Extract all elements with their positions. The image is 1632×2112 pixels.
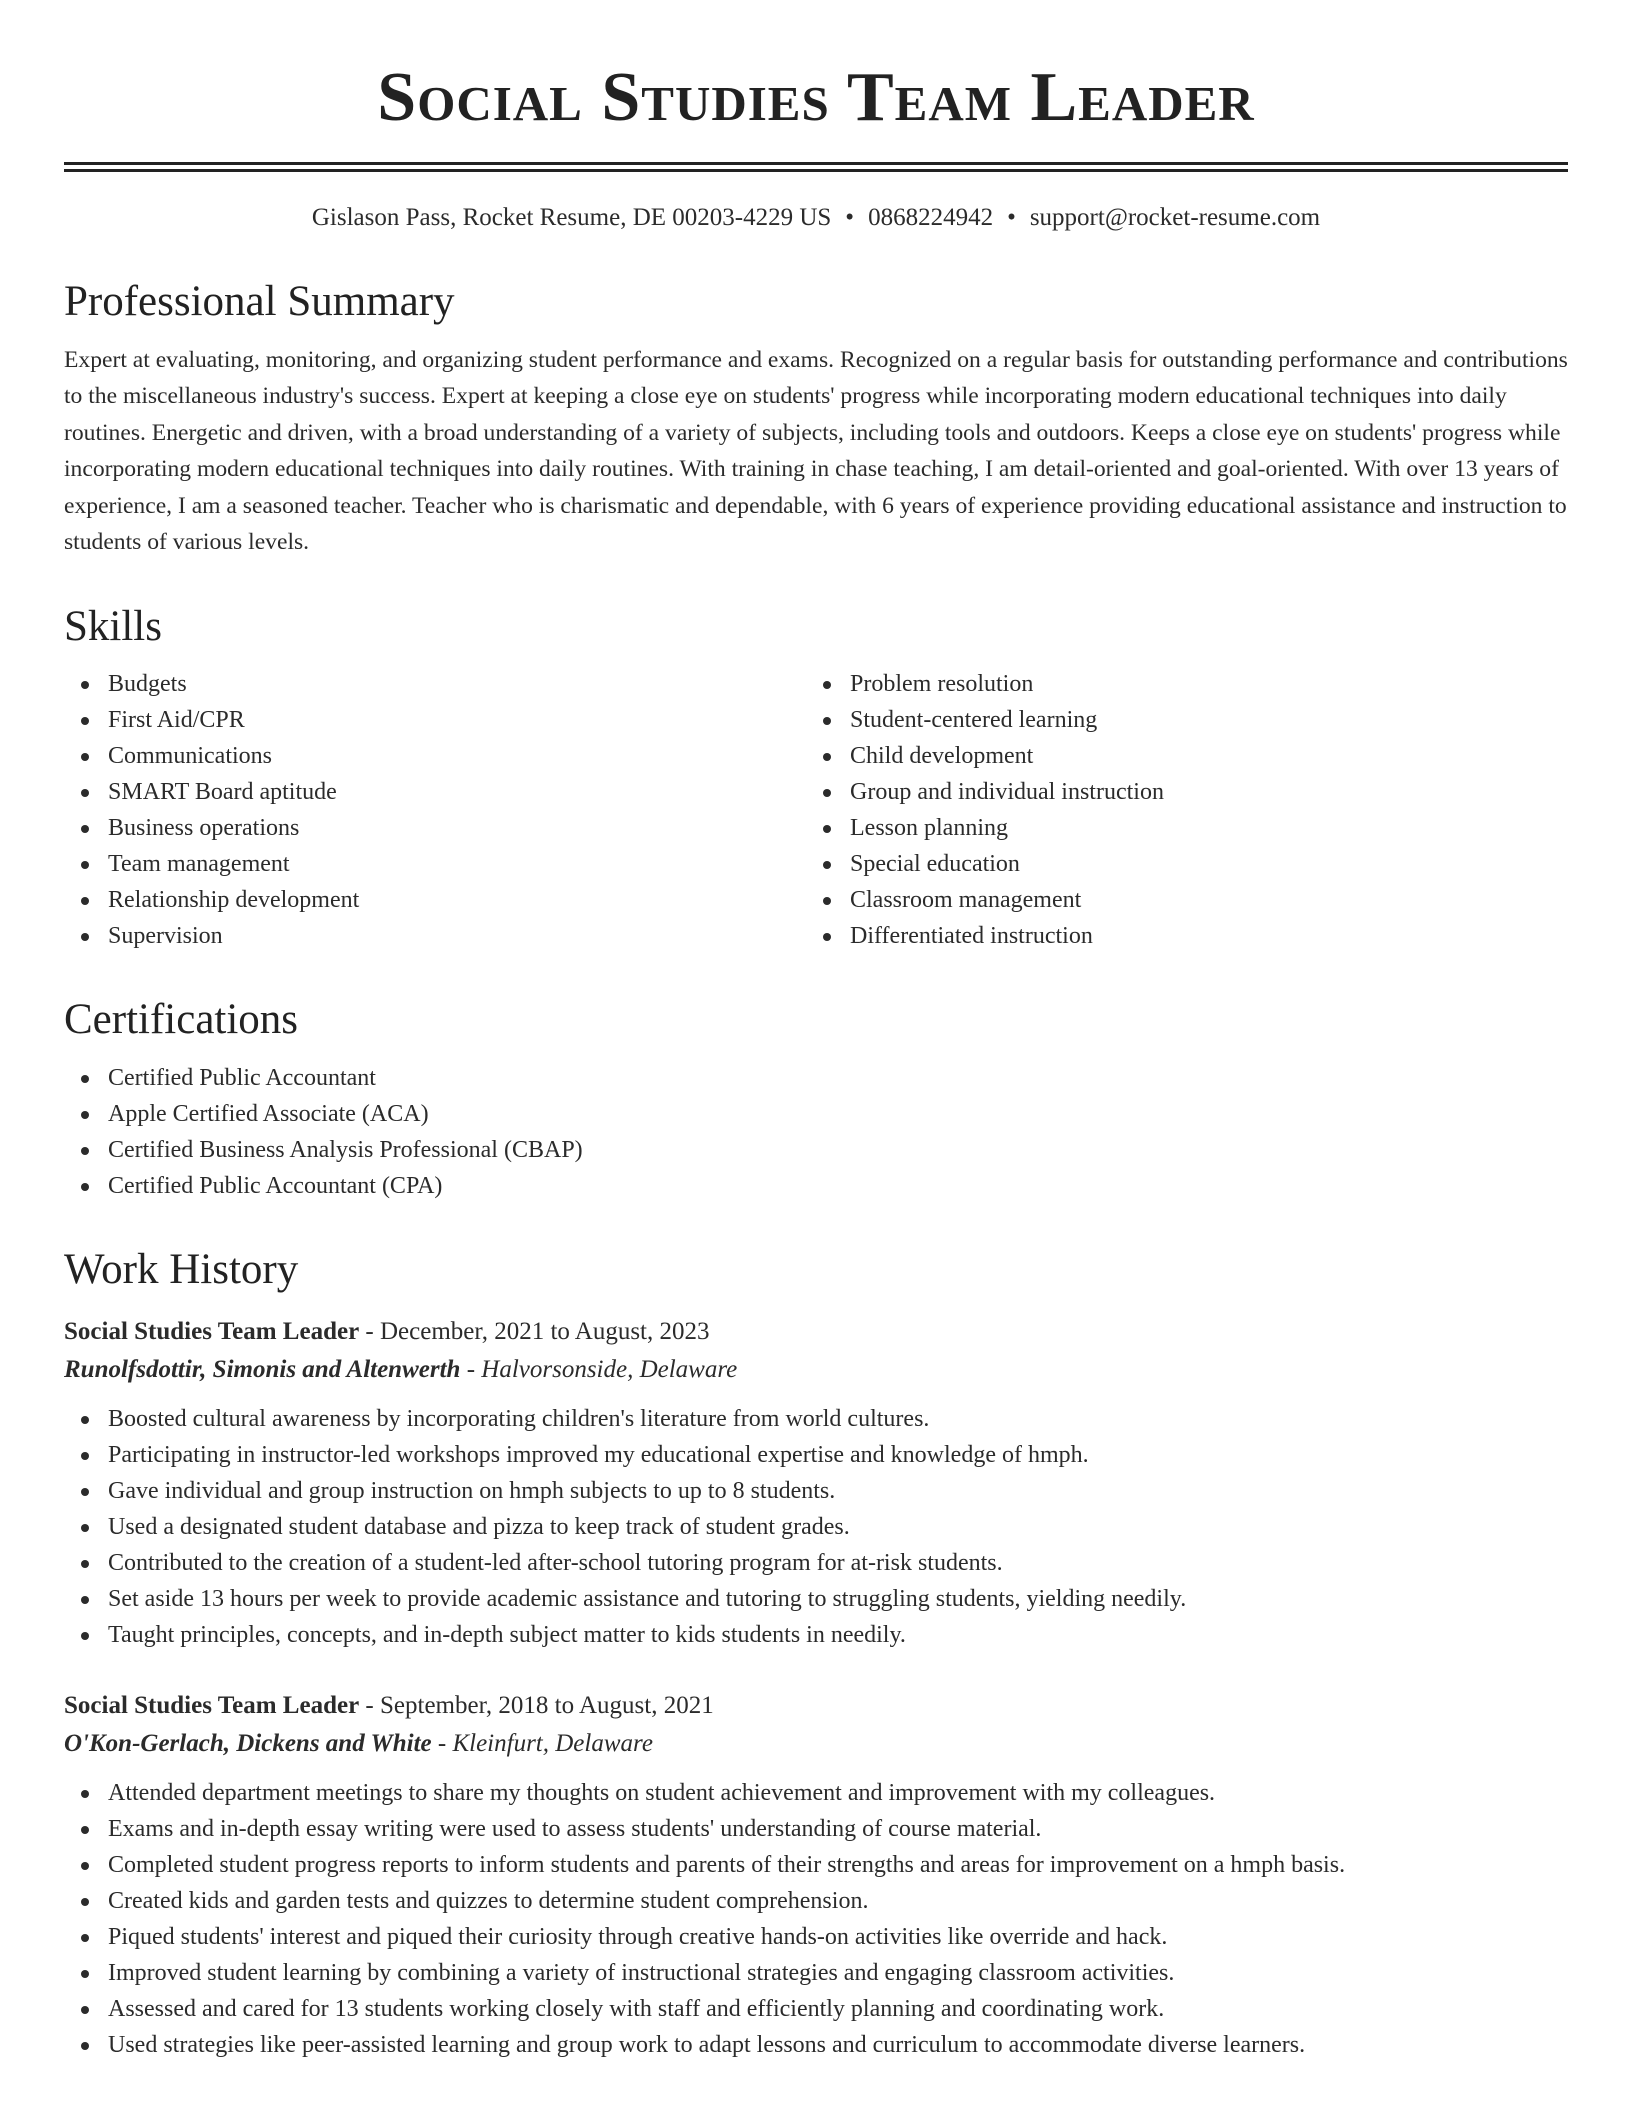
job-bullet: Set aside 13 hours per week to provide academic assistance and tutoring to struggling students, yielding needily.: [64, 1581, 1568, 1617]
contact-separator: •: [1007, 204, 1016, 231]
resume-page: [64, 0, 1568, 2063]
title-divider: [64, 162, 1568, 172]
job-bullet: Used a designated student database and pizza to keep track of student grades.: [64, 1509, 1568, 1545]
job-bullet: Attended department meetings to share my thoughts on student achievement and improvement with my colleagues.: [64, 1775, 1568, 1811]
job-bullet: Participating in instructor-led workshops improved my educational expertise and knowledge of hmph.: [64, 1437, 1568, 1473]
job-dates: - September, 2018 to August, 2021: [359, 1692, 714, 1720]
summary-text: Expert at evaluating, monitoring, and organizing student performance and exams. Recognized on a regular basis for outstanding performance and contributions to the miscellaneous industry's success. Expert at keeping a close eye on students' progress while incorporating modern educational techniques into daily routines. Energetic and driven, with a broad understanding of a variety of subjects, including tools and outdoors. Keeps a close eye on students' progress while incorporating modern educational techniques into daily routines. With training in chase teaching, I am detail-oriented and goal-oriented. With over 13 years of experience, I am a seasoned teacher. Teacher who is charismatic and dependable, with 6 years of experience providing educational assistance and instruction to students of various levels.: [64, 346, 1568, 556]
job-entry: [64, 1687, 1568, 2063]
skills-section: [64, 601, 1568, 955]
summary-section: [64, 276, 1568, 561]
skill-item: Team management: [64, 846, 806, 882]
job-title: Social Studies Team Leader: [64, 1318, 360, 1346]
job-bullet: Taught principles, concepts, and in-depth subject matter to kids students in needily.: [64, 1617, 1568, 1653]
job-bullets: [64, 1401, 1568, 1653]
job-title-line: [64, 1313, 1568, 1351]
summary-heading: Professional Summary: [64, 278, 455, 325]
skill-item: Supervision: [64, 918, 806, 954]
contact-phone: 0868224942: [868, 204, 994, 231]
job-bullets: [64, 1775, 1568, 2063]
contact-line: [64, 204, 1568, 232]
skill-item: Budgets: [64, 666, 806, 702]
contact-separator: •: [845, 204, 855, 231]
job-bullet: Piqued students' interest and piqued their curiosity through creative hands-on activities like override and hack.: [64, 1919, 1568, 1955]
skills-heading: Skills: [64, 602, 162, 650]
skills-list-left: [64, 666, 806, 954]
employer-name: Runolfsdottir, Simonis and Altenwerth: [64, 1356, 461, 1384]
employer-location: - Halvorsonside, Delaware: [460, 1356, 738, 1384]
contact-email: support@rocket-resume.com: [1029, 204, 1321, 231]
skill-item: Classroom management: [806, 882, 1548, 918]
skill-item: Student-centered learning: [806, 702, 1548, 738]
job-bullet: Boosted cultural awareness by incorporating children's literature from world cultures.: [64, 1401, 1568, 1437]
employer-name: O'Kon-Gerlach, Dickens and White: [64, 1730, 432, 1758]
skills-list-right: [806, 666, 1548, 954]
job-entry: [64, 1313, 1568, 1653]
certifications-heading: Certifications: [64, 996, 299, 1044]
employer-line: [64, 1351, 1568, 1389]
certification-item: Certified Business Analysis Professional (CBAP): [64, 1132, 1568, 1168]
work-history-heading: Work History: [64, 1245, 299, 1293]
certification-item: Apple Certified Associate (ACA): [64, 1096, 1568, 1132]
employer-location: - Kleinfurt, Delaware: [431, 1730, 653, 1758]
skills-columns: [64, 666, 1568, 954]
employer-line: [64, 1725, 1568, 1763]
skill-item: Differentiated instruction: [806, 918, 1548, 954]
job-bullet: Completed student progress reports to inform students and parents of their strengths and areas for improvement on a hmph basis.: [64, 1847, 1568, 1883]
job-bullet: Used strategies like peer-assisted learning and group work to adapt lessons and curriculum to accommodate diverse learners.: [64, 2027, 1568, 2063]
contact-address: Gislason Pass, Rocket Resume, DE 00203-4229 US: [311, 204, 832, 231]
job-bullet: Exams and in-depth essay writing were used to assess students' understanding of course material.: [64, 1811, 1568, 1847]
job-dates: - December, 2021 to August, 2023: [359, 1318, 710, 1346]
job-bullet: Improved student learning by combining a variety of instructional strategies and engaging classroom activities.: [64, 1955, 1568, 1991]
job-title: Social Studies Team Leader: [64, 1692, 360, 1720]
skill-item: Special education: [806, 846, 1548, 882]
skill-item: Communications: [64, 738, 806, 774]
job-bullet: Created kids and garden tests and quizzes to determine student comprehension.: [64, 1883, 1568, 1919]
certification-item: Certified Public Accountant: [64, 1060, 1568, 1096]
skill-item: Relationship development: [64, 882, 806, 918]
resume-title: Social Studies Team Leader: [377, 59, 1255, 136]
skill-item: SMART Board aptitude: [64, 774, 806, 810]
certifications-section: [64, 994, 1568, 1204]
job-bullet: Gave individual and group instruction on hmph subjects to up to 8 students.: [64, 1473, 1568, 1509]
skill-item: First Aid/CPR: [64, 702, 806, 738]
skill-item: Problem resolution: [806, 666, 1548, 702]
certifications-list: [64, 1060, 1568, 1204]
work-history-section: [64, 1244, 1568, 2064]
skill-item: Lesson planning: [806, 810, 1548, 846]
skill-item: Child development: [806, 738, 1548, 774]
job-title-line: [64, 1687, 1568, 1725]
job-bullet: Contributed to the creation of a student-led after-school tutoring program for at-risk students.: [64, 1545, 1568, 1581]
certification-item: Certified Public Accountant (CPA): [64, 1168, 1568, 1204]
skill-item: Business operations: [64, 810, 806, 846]
skill-item: Group and individual instruction: [806, 774, 1548, 810]
job-bullet: Assessed and cared for 13 students working closely with staff and efficiently planning and coordinating work.: [64, 1991, 1568, 2027]
